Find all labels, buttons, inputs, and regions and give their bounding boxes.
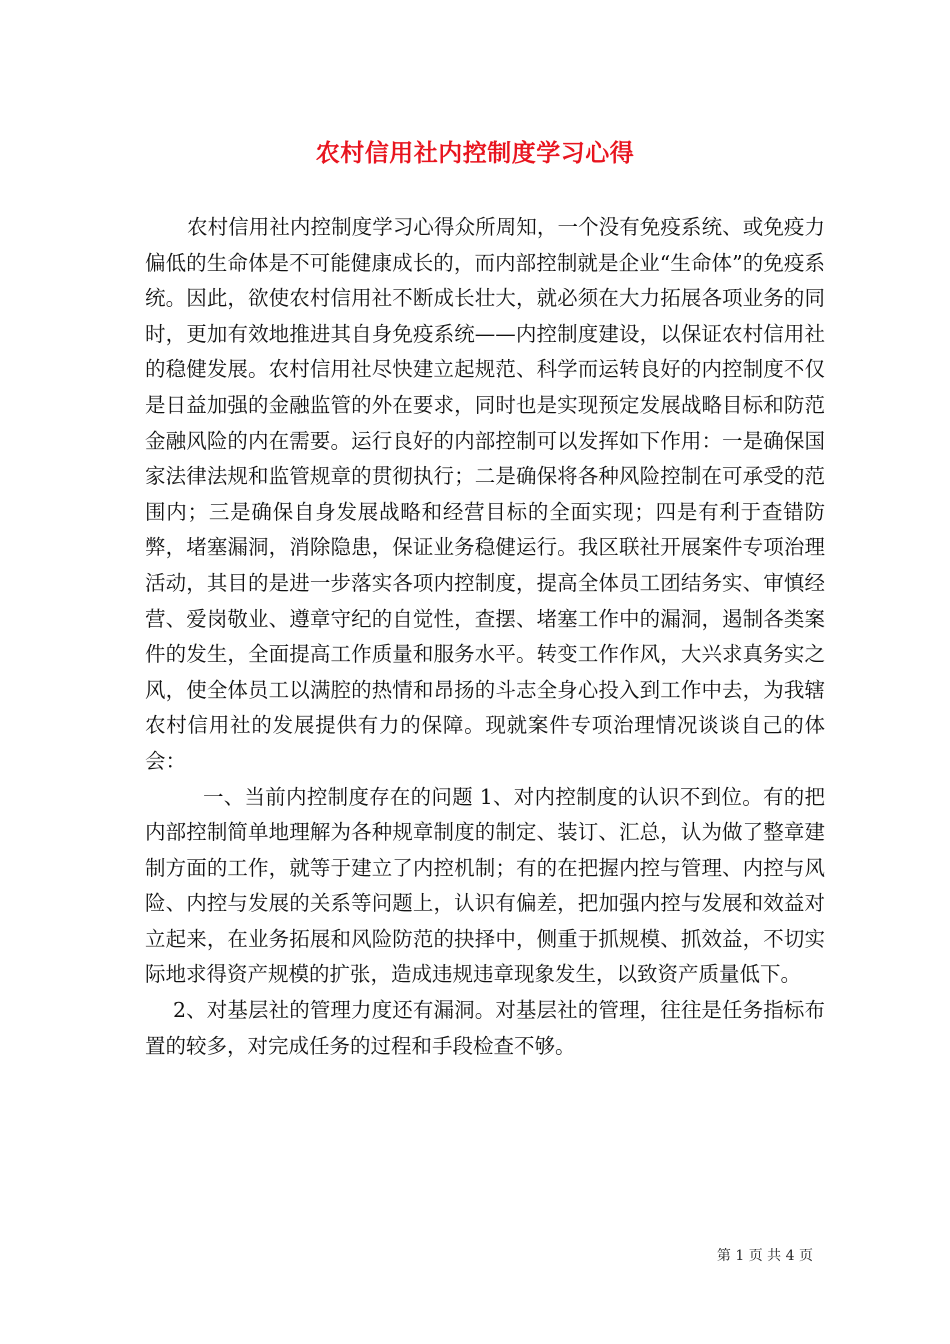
paragraph-intro: 农村信用社内控制度学习心得众所周知，一个没有免疫系统、或免疫力偏低的生命体是不可能健康成长的，而内部控制就是企业“生命体”的免疫系统。因此，欲使农村信用社不断成长壮大，就必须在大力拓展各项业务的同时，更加有效地推进其自身免疫系统——内控制度建设，以保证农村信用社的稳健发展。农村信用社尽快建立起规范、科学而运转良好的内控制度不仅是日益加强的金融监管的外在要求，同时也是实现预定发展战略目标和防范金融风险的内在需要。运行良好的内部控制可以发挥如下作用：一是确保国家法律法规和监管规章的贯彻执行；二是确保将各种风险控制在可承受的范围内；三是确保自身发展战略和经营目标的全面实现；四是有利于查错防弊，堵塞漏洞，消除隐患，保证业务稳健运行。我区联社开展案件专项治理活动，其目的是进一步落实各项内控制度，提高全体员工团结务实、审慎经营、爱岗敬业、遵章守纪的自觉性，查摆、堵塞工作中的漏洞，遏制各类案件的发生，全面提高工作质量和服务水平。转变工作作风，大兴求真务实之风，使全体员工以满腔的热情和昂扬的斗志全身心投入到工作中去，为我辖农村信用社的发展提供有力的保障。现就案件专项治理情况谈谈自己的体会： — [145, 215, 825, 773]
paragraph-section-one: 一、当前内控制度存在的问题 1、对内控制度的认识不到位。有的把内部控制简单地理解为各种规章制度的制定、装订、汇总，认为做了整章建制方面的工作，就等于建立了内控机制；有的在把握内控与管理、内控与风险、内控与发展的关系等问题上，认识有偏差，把加强内控与发展和效益对立起来，在业务拓展和风险防范的抉择中，侧重于抓规模、抓效益，不切实际地求得资产规模的扩张，造成违规违章现象发生，以致资产质量低下。 — [145, 784, 825, 987]
page-number: 第 1 页 共 4 页 — [716, 1248, 813, 1264]
document-body — [145, 210, 825, 1064]
page-title: 农村信用社内控制度学习心得 — [315, 138, 635, 167]
paragraph-section-two: 2、对基层社的管理力度还有漏洞。对基层社的管理，往往是任务指标布置的较多，对完成任务的过程和手段检查不够。 — [145, 998, 825, 1058]
